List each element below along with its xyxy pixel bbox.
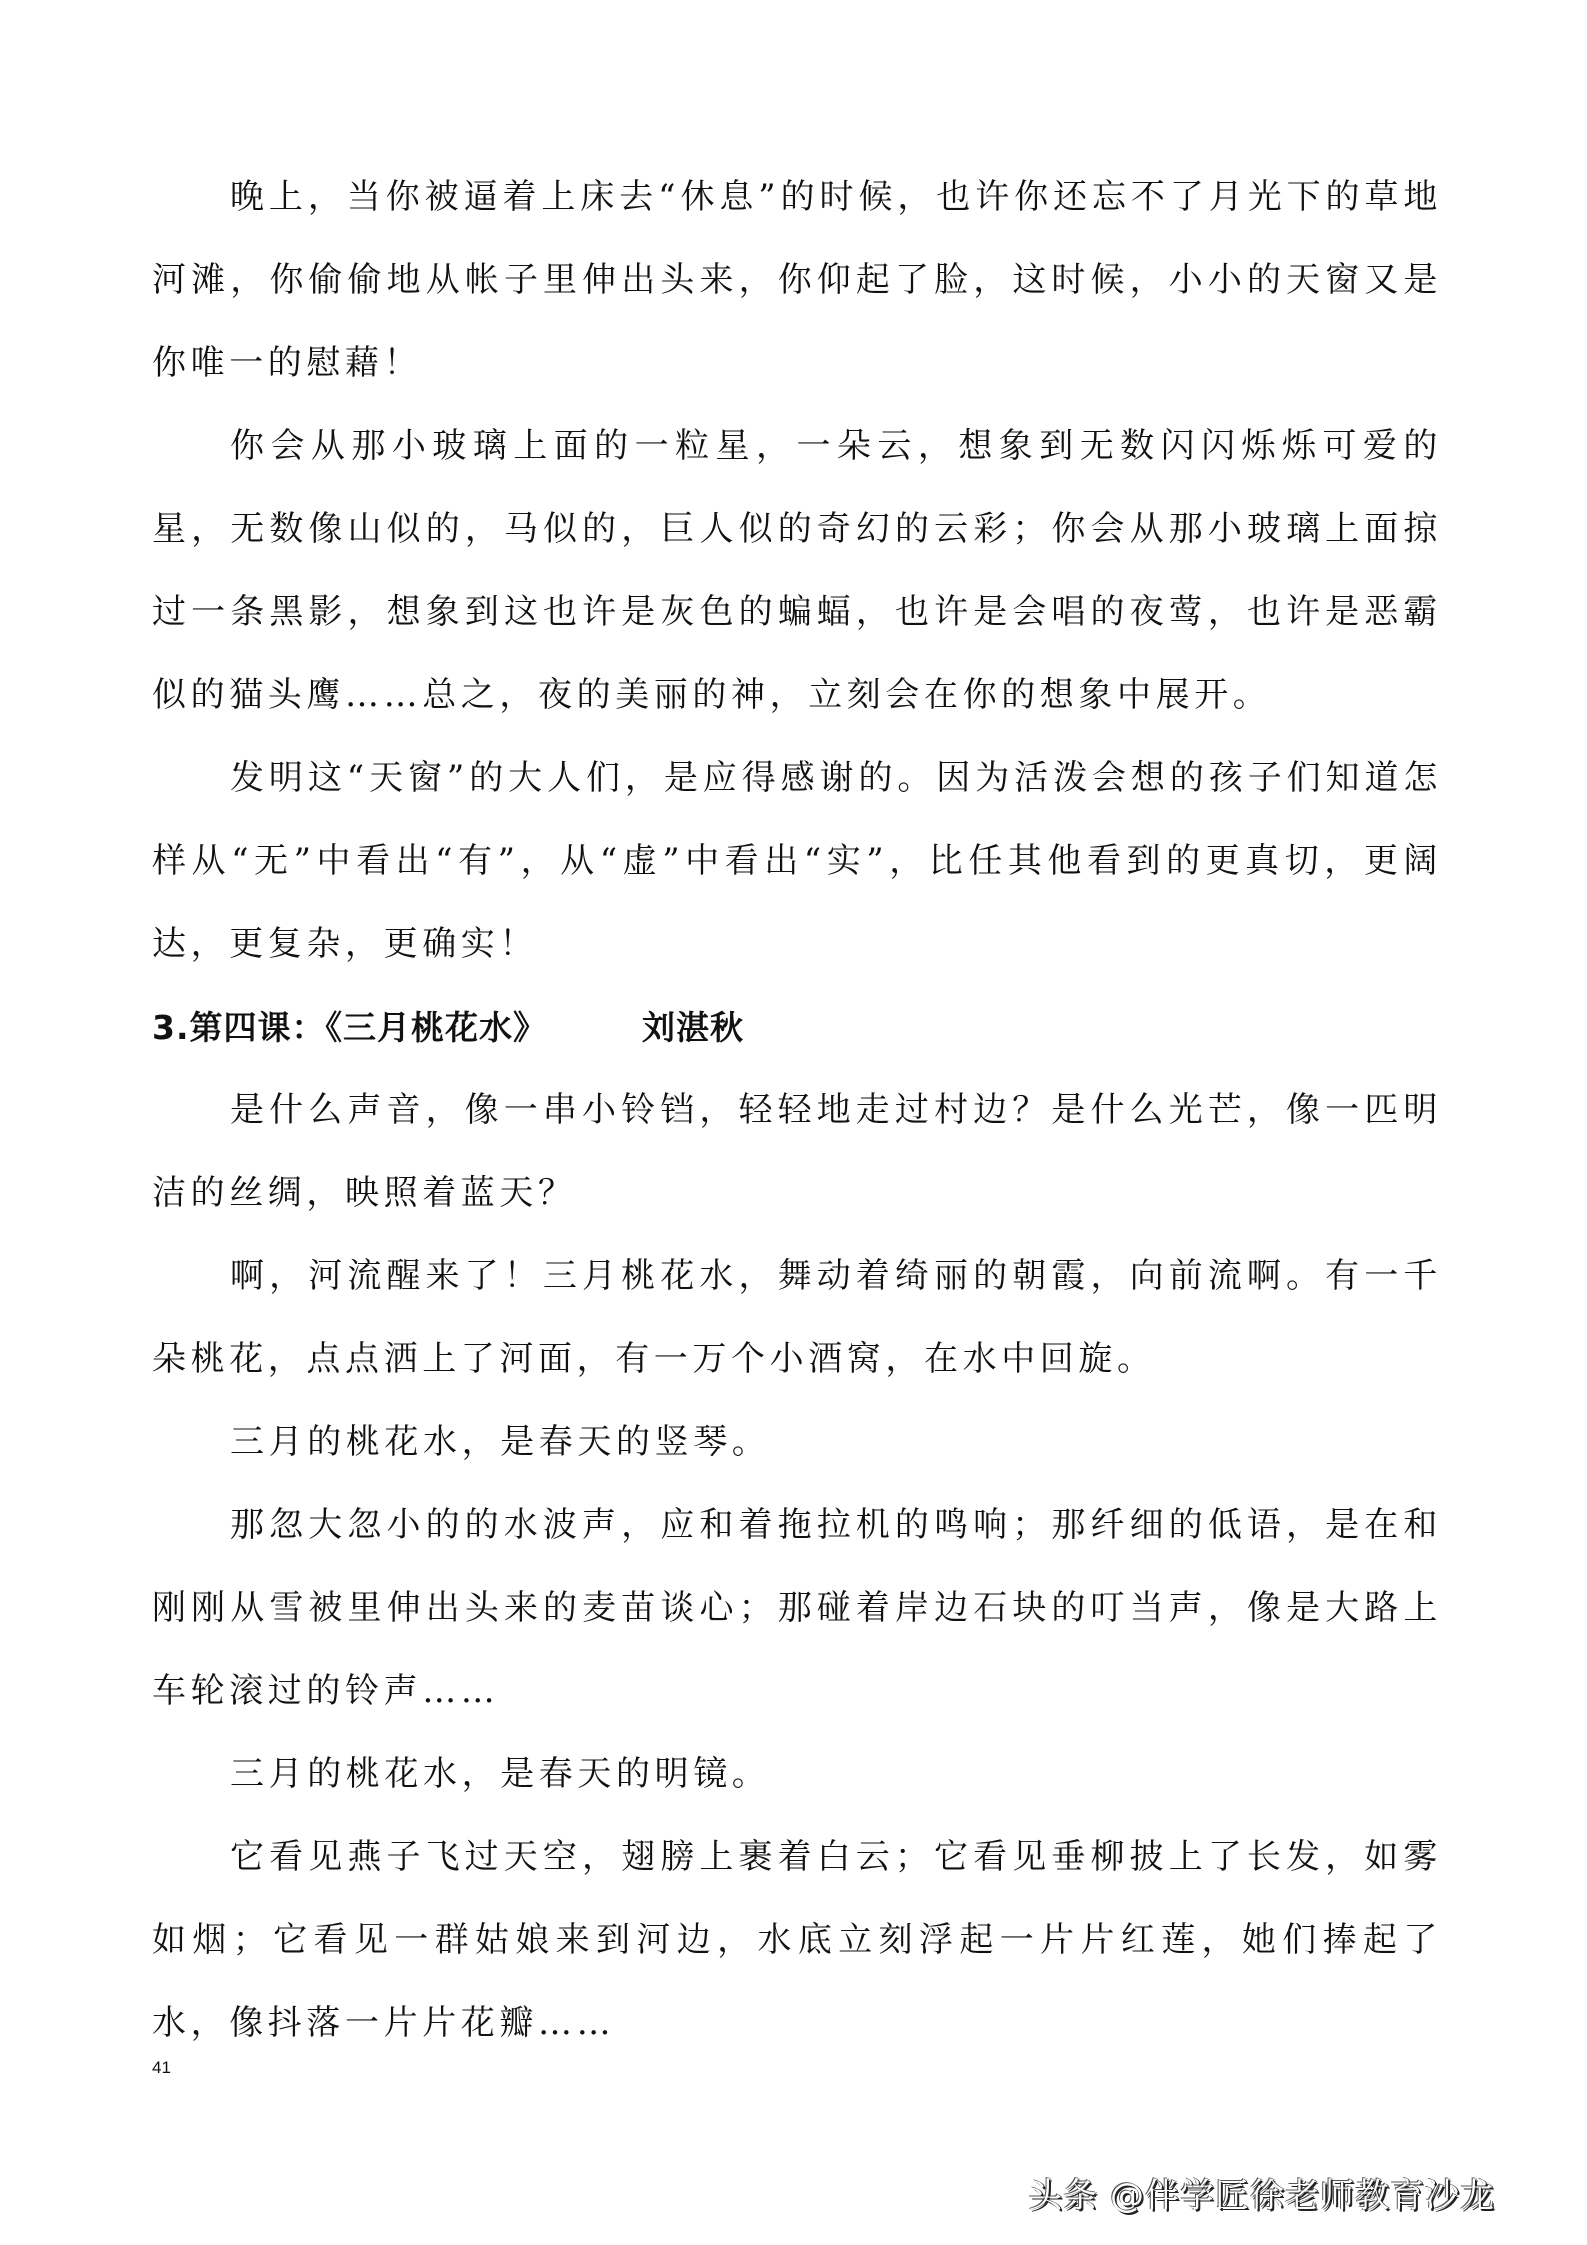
paragraph: 晚上，当你被逼着上床去“休息”的时候，也许你还忘不了月光下的草地河滩，你偷偷地从帐子里伸出头来，你仰起了脸，这时候，小小的天窗又是你唯一的慰藉！ — [152, 177, 1442, 383]
paragraph: 是什么声音，像一串小铃铛，轻轻地走过村边？是什么光芒，像一匹明洁的丝绸，映照着蓝天？ — [152, 1090, 1442, 1213]
watermark: 头条 @伴学匠徐老师教育沙龙 — [1028, 2176, 1495, 2216]
paragraph: 啊，河流醒来了！三月桃花水，舞动着绮丽的朝霞，向前流啊。有一千朵桃花，点点洒上了河面，有一万个小酒窝，在水中回旋。 — [152, 1256, 1442, 1379]
paragraph: 三月的桃花水，是春天的明镜。 — [230, 1754, 771, 1794]
paragraph: 发明这“天窗”的大人们，是应得感谢的。因为活泼会想的孩子们知道怎样从“无”中看出“有”，从“虚”中看出“实”，比任其他看到的更真切，更阔达，更复杂，更确实！ — [152, 758, 1442, 964]
paragraph: 它看见燕子飞过天空，翅膀上裹着白云；它看见垂柳披上了长发，如雾如烟；它看见一群姑娘来到河边，水底立刻浮起一片片红莲，她们捧起了水，像抖落一片片花瓣…… — [152, 1837, 1442, 2043]
section-author: 刘湛秋 — [642, 1008, 744, 1047]
section-heading — [152, 986, 1442, 1069]
section-title: 3.第四课：《三月桃花水》 — [152, 1008, 547, 1047]
paragraph: 那忽大忽小的的水波声，应和着拖拉机的鸣响；那纤细的低语，是在和刚刚从雪被里伸出头来的麦苗谈心；那碰着岸边石块的叮当声，像是大路上车轮滚过的铃声…… — [152, 1505, 1442, 1711]
paragraph: 三月的桃花水，是春天的竖琴。 — [230, 1422, 771, 1462]
page-number: 41 — [152, 2058, 171, 2077]
document-body — [152, 156, 1442, 2065]
paragraph: 你会从那小玻璃上面的一粒星，一朵云，想象到无数闪闪烁烁可爱的星，无数像山似的，马似的，巨人似的奇幻的云彩；你会从那小玻璃上面掠过一条黑影，想象到这也许是灰色的蝙蝠，也许是会唱的夜莺，也许是恶霸似的猫头鹰……总之，夜的美丽的神，立刻会在你的想象中展开。 — [152, 426, 1442, 715]
